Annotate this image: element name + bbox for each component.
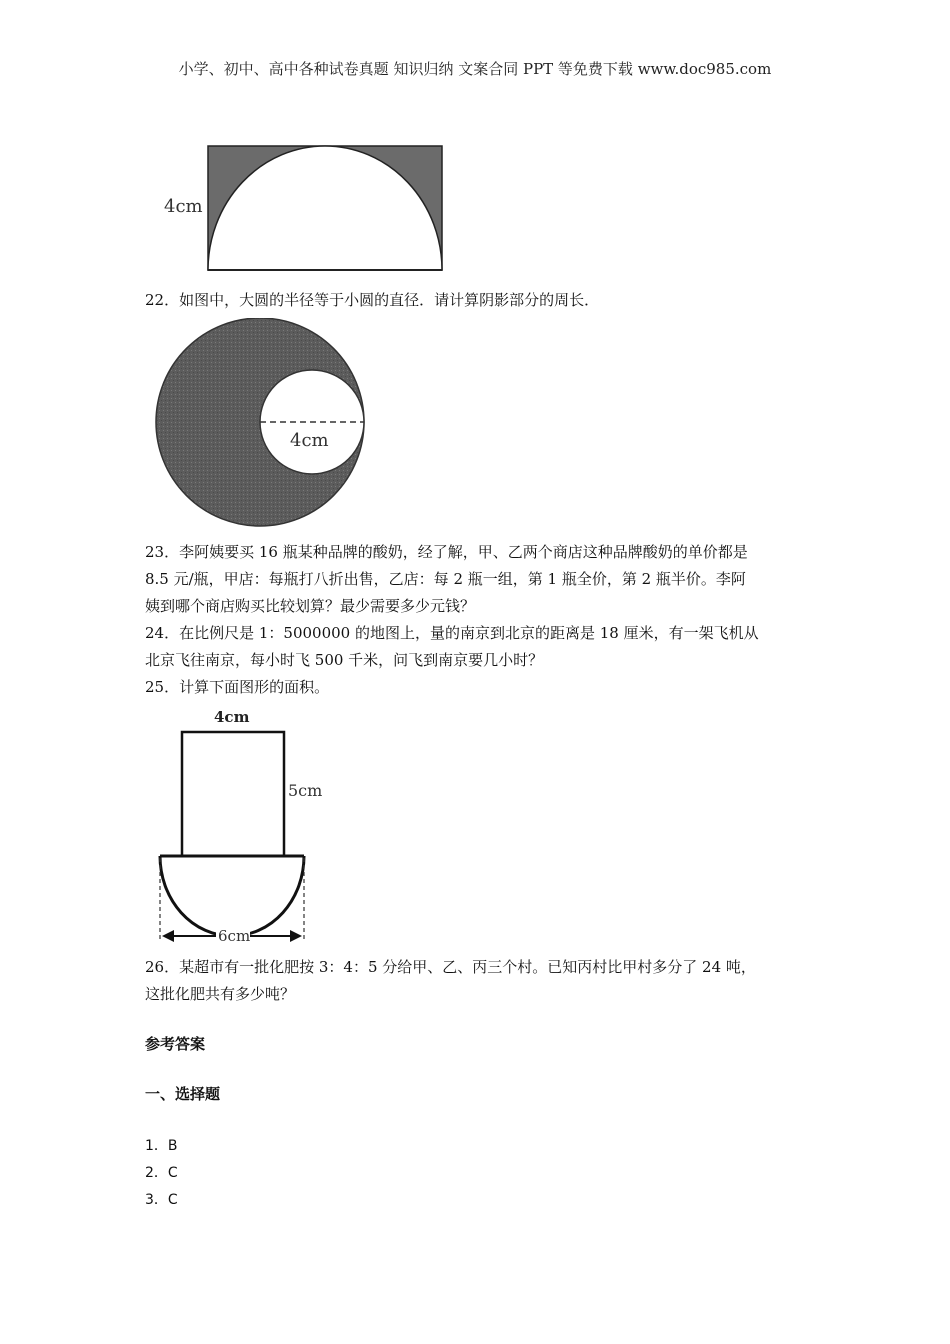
answer-item: 1．B: [145, 1138, 178, 1154]
question-26-line1: 26．某超市有一批化肥按 3：4：5 分给甲、乙、丙三个村。已知丙村比甲村多分了 24 吨，: [145, 958, 756, 976]
page-header: 小学、初中、高中各种试卷真题 知识归纳 文案合同 PPT 等免费下载 www.doc985.com: [178, 60, 772, 78]
question-23-line3: 姨到哪个商店购买比较划算？最少需要多少元钱？: [145, 597, 476, 615]
answer-item: 3．C: [145, 1192, 178, 1208]
question-22: 22．如图中，大圆的半径等于小圆的直径．请计算阴影部分的周长．: [145, 291, 600, 309]
answer-item: 2．C: [145, 1165, 178, 1181]
circle-figure: [147, 318, 369, 530]
rectangle-semicircle-figure: [150, 700, 330, 948]
answers-heading: 参考答案: [145, 1035, 206, 1053]
question-23-line2: 8.5 元/瓶，甲店：每瓶打八折出售，乙店：每 2 瓶一组，第 1 瓶全价，第 2 瓶半价。李阿: [145, 570, 746, 588]
question-23: [145, 539, 815, 620]
semicircle-in-rectangle-figure: [150, 140, 450, 275]
figure1-label: 4cm: [164, 196, 203, 217]
figure2-label: 4cm: [290, 430, 329, 451]
figure3-side-label: 5cm: [288, 781, 323, 800]
question-26-line2: 这批化肥共有多少吨？: [145, 985, 296, 1003]
question-23-line1: 23．李阿姨要买 16 瓶某种品牌的酸奶，经了解，甲、乙两个商店这种品牌酸奶的单价都是: [145, 543, 748, 561]
question-24: [145, 620, 815, 674]
answers-section-title: 一、选择题: [145, 1085, 221, 1103]
question-24-line2: 北京飞往南京，每小时飞 500 千米，问飞到南京要几小时？: [145, 651, 544, 669]
question-26: [145, 954, 815, 1008]
question-24-line1: 24．在比例尺是 1：5000000 的地图上，量的南京到北京的距离是 18 厘米，有一架飞机从: [145, 624, 759, 642]
question-25: 25．计算下面图形的面积。: [145, 678, 330, 696]
figure3-top-label: 4cm: [214, 708, 250, 726]
figure3-bottom-label: 6cm: [218, 927, 251, 945]
